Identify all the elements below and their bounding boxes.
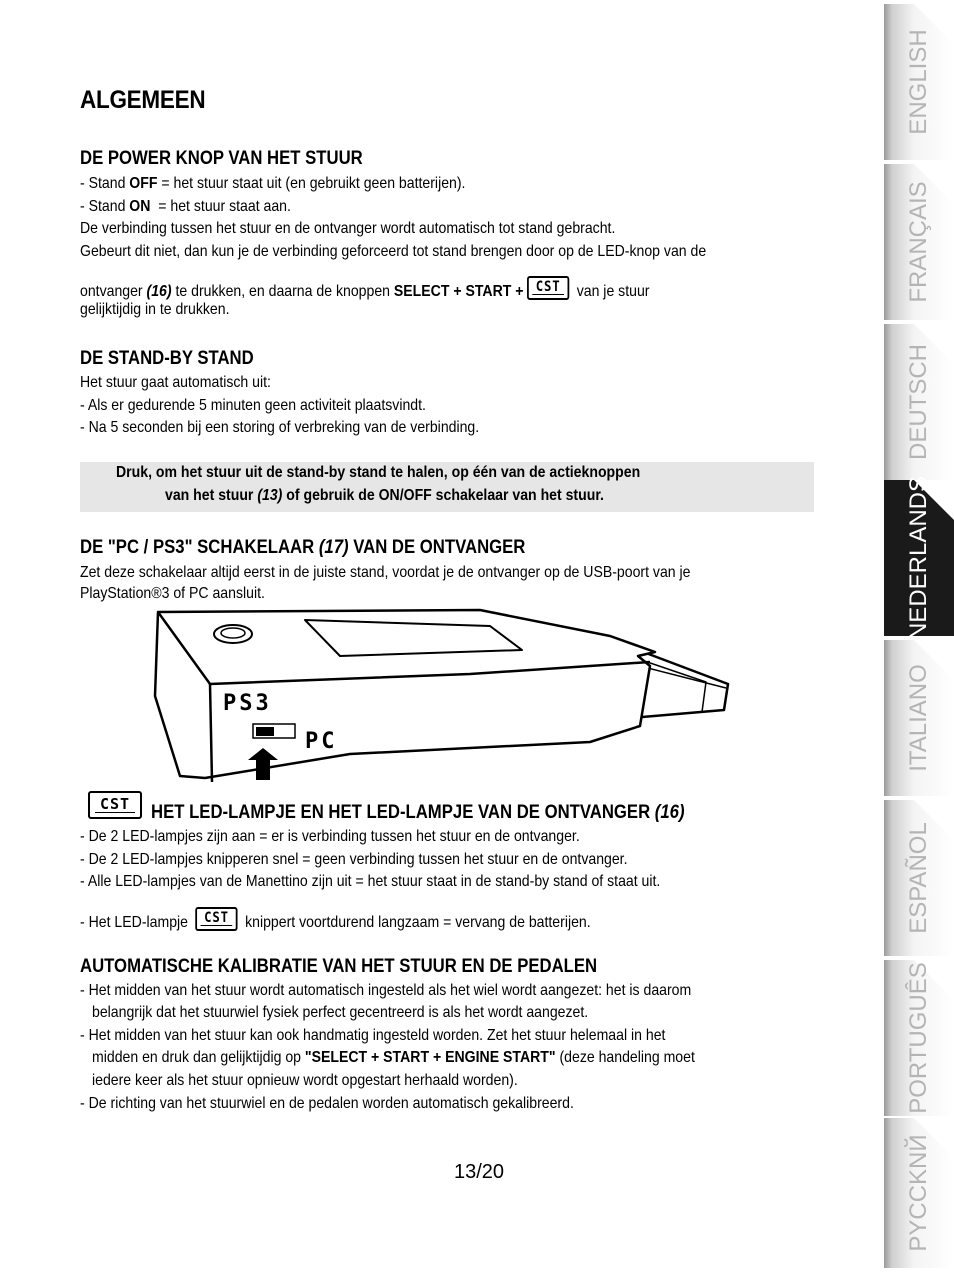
standby-line-1: Het stuur gaat automatisch uit:: [80, 374, 271, 391]
page-number: 13/20: [454, 1161, 505, 1183]
note-line-2: van het stuur (13) of gebruik de ON/OFF schakelaar van het stuur.: [165, 487, 604, 504]
calibration-line-6: - De richting van het stuurwiel en de pedalen worden automatisch gekalibreerd.: [80, 1095, 574, 1112]
calibration-line-1: - Het midden van het stuur wordt automatisch ingesteld als het wiel wordt aangezet: het is daarom: [80, 982, 692, 999]
power-line-3: De verbinding tussen het stuur en de ontvanger wordt automatisch tot stand gebracht.: [80, 220, 616, 237]
cst-logo-icon: CST: [88, 791, 142, 819]
led-line-1: - De 2 LED-lampjes zijn aan = er is verbinding tussen het stuur en de ontvanger.: [80, 828, 580, 845]
ps3-label: PS3: [223, 691, 272, 716]
pc-label: PC: [305, 729, 338, 754]
calibration-line-4: midden en druk dan gelijktijdig op "SELECT + START + ENGINE START" (deze handeling moet: [92, 1049, 695, 1066]
standby-line-3: - Na 5 seconden bij een storing of verbreking van de verbinding.: [80, 419, 480, 436]
language-sidebar: [874, 0, 954, 1272]
cst-logo-icon: CST: [527, 276, 569, 300]
switch-line-2: PlayStation®3 of PC aansluit.: [80, 585, 265, 602]
tab-francais[interactable]: FRANÇAIS: [884, 164, 954, 320]
power-heading: DE POWER KNOP VAN HET STUUR: [80, 148, 363, 169]
tab-espanol[interactable]: ESPAÑOL: [884, 800, 954, 956]
cst-logo-icon: CST: [195, 907, 237, 931]
standby-heading: DE STAND-BY STAND: [80, 348, 254, 369]
power-line-6: gelijktijdig in te drukken.: [80, 301, 230, 318]
switch-knob: [256, 727, 274, 736]
calibration-line-5: iedere keer als het stuur opnieuw wordt opgestart herhaald worden).: [92, 1072, 518, 1089]
standby-note-box: [80, 462, 814, 512]
led-heading: HET LED-LAMPJE EN HET LED-LAMPJE VAN DE ONTVANGER (16): [151, 802, 685, 823]
calibration-line-3: - Het midden van het stuur kan ook handmatig ingesteld worden. Zet het stuur helemaal in het: [80, 1027, 666, 1044]
switch-heading: DE "PC / PS3" SCHAKELAAR (17) VAN DE ONTVANGER: [80, 537, 526, 558]
power-line-5: ontvanger (16) te drukken, en daarna de knoppen SELECT + START + CST van je stuur: [80, 276, 649, 301]
receiver-illustration: [150, 606, 740, 786]
calibration-heading: AUTOMATISCHE KALIBRATIE VAN HET STUUR EN DE PEDALEN: [80, 956, 598, 977]
led-line-3: - Alle LED-lampjes van de Manettino zijn uit = het stuur staat in de stand-by stand of staat uit.: [80, 873, 661, 890]
calibration-line-2: belangrijk dat het stuurwiel fysiek perfect gecentreerd is als het wordt aangezet.: [92, 1004, 589, 1021]
tab-deutsch[interactable]: DEUTSCH: [884, 324, 954, 480]
led-line-4: - Het LED-lampje CST knippert voortdurend langzaam = vervang de batterijen.: [80, 907, 591, 932]
tab-italiano[interactable]: ITALIANO: [884, 640, 954, 796]
tab-english[interactable]: ENGLISH: [884, 4, 954, 160]
power-line-on: - Stand ON = het stuur staat aan.: [80, 198, 291, 215]
switch-line-1: Zet deze schakelaar altijd eerst in de juiste stand, voordat je de ontvanger op de USB-poort van je: [80, 564, 691, 581]
note-line-1: Druk, om het stuur uit de stand-by stand te halen, op één van de actieknoppen: [116, 464, 641, 481]
tab-portugues[interactable]: PORTUGUÊS: [884, 960, 954, 1116]
tab-russian[interactable]: PYCCKNЙ: [884, 1118, 954, 1268]
power-line-4: Gebeurt dit niet, dan kun je de verbinding geforceerd tot stand brengen door op de LED-knop van de: [80, 243, 707, 260]
page-title: ALGEMEEN: [80, 86, 206, 114]
led-line-2: - De 2 LED-lampjes knipperen snel = geen verbinding tussen het stuur en de ontvanger.: [80, 851, 628, 868]
tab-nederlands[interactable]: NEDERLANDS: [884, 480, 954, 636]
power-line-off: - Stand OFF = het stuur staat uit (en gebruikt geen batterijen).: [80, 175, 466, 192]
standby-line-2: - Als er gedurende 5 minuten geen activiteit plaatsvindt.: [80, 397, 426, 414]
